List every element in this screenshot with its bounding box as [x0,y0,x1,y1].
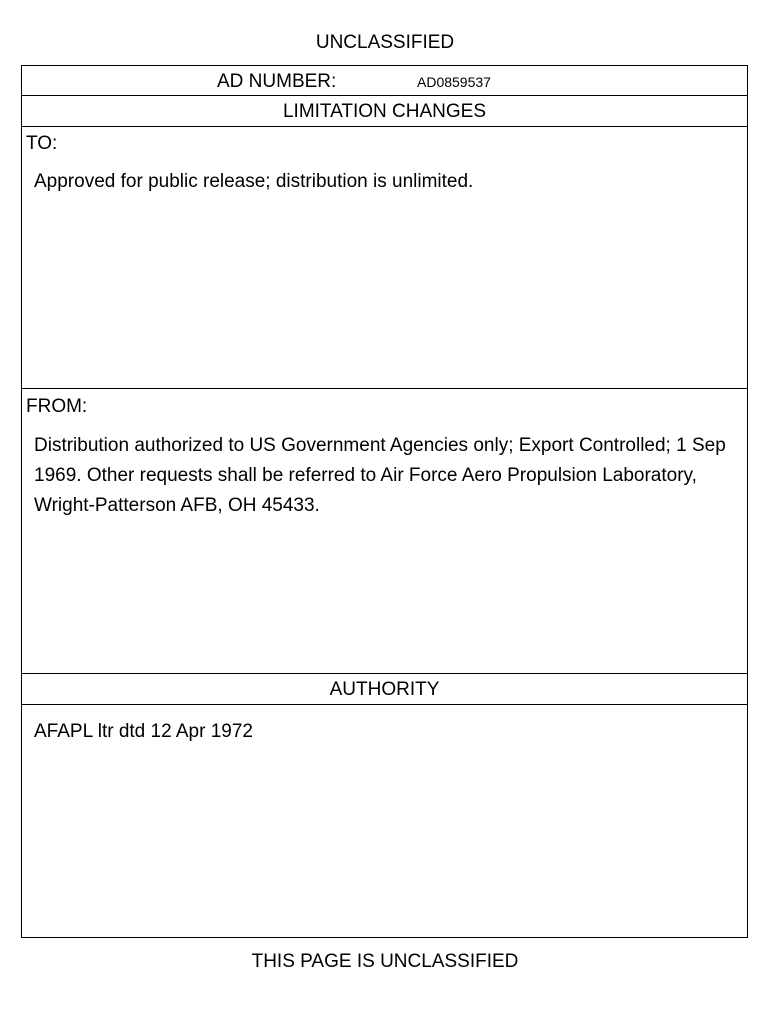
from-label: FROM: [26,396,88,417]
divider [22,704,747,705]
divider [22,388,747,389]
classification-header: UNCLASSIFIED [315,32,455,53]
classification-footer: THIS PAGE IS UNCLASSIFIED [251,951,519,972]
ad-number-row [22,66,747,96]
authority-heading: AUTHORITY [329,679,440,700]
ad-number-value: AD0859537 [417,74,491,90]
divider [22,673,747,674]
to-label: TO: [26,133,58,154]
limitation-form [21,65,748,938]
authority-text: AFAPL ltr dtd 12 Apr 1972 [34,721,253,742]
divider [22,126,747,127]
divider [22,95,747,96]
from-text: Distribution authorized to US Government Agencies only; Export Controlled; 1 Sep 1969. Other requests shall be referred to Air Force Aero Propulsion Laboratory, Wright-Patterson AFB, OH 45433. [34,435,726,516]
ad-number-label: AD NUMBER: [217,71,337,92]
to-text: Approved for public release; distribution is unlimited. [34,171,474,192]
limitation-changes-heading: LIMITATION CHANGES [282,101,487,122]
